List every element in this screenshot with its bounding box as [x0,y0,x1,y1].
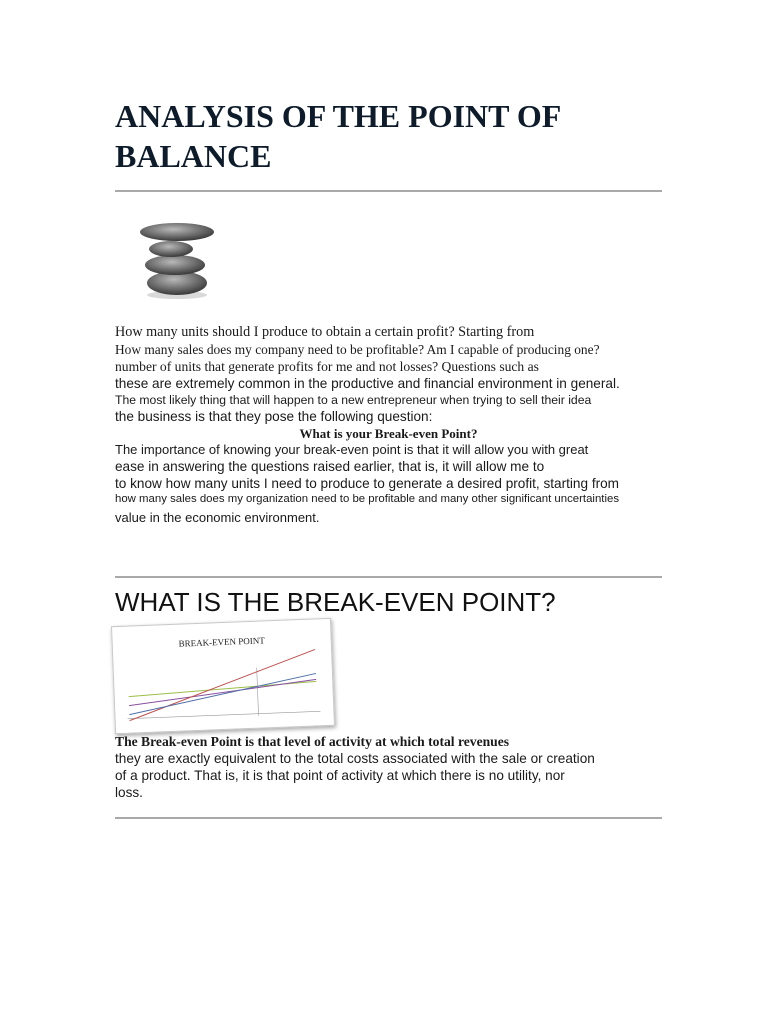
intro-line-6: the business is that they pose the following question: [115,409,433,424]
definition-line-2: they are exactly equivalent to the total costs associated with the sale or creation [115,751,595,766]
break-even-chart-image [111,618,335,734]
intro-line-5: The most likely thing that will happen to a new entrepreneur when trying to sell their idea [115,393,592,407]
divider [115,576,662,578]
intro-line-2: How many sales does my company need to be profitable? Am I capable of producing one? [115,342,600,357]
chart-line-cost [128,679,317,705]
divider [115,190,662,192]
chart-image-label: BREAK-EVEN POINT [178,635,265,649]
chart-lines [112,619,334,733]
stacked-stones-image [135,218,220,300]
page-title: ANALYSIS OF THE POINT OF BALANCE [115,98,561,174]
definition-line-3: of a product. That is, it is that point of activity at which there is no utility, nor [115,768,565,783]
intro-line-8: The importance of knowing your break-even point is that it will allow you with great [115,442,589,457]
intro-line-3: number of units that generate profits for me and not losses? Questions such as [115,359,539,374]
chart-breakeven-marker [257,668,259,716]
intro-line-4: these are extremely common in the productive and financial environment in general. [115,376,620,391]
intro-line-11: how many sales does my organization need to be profitable and many other significant uncertainties [115,493,620,505]
definition-line-4: loss. [115,785,143,800]
intro-line-1: How many units should I produce to obtain a certain profit? Starting from [115,324,535,340]
divider [115,817,662,819]
section-heading: WHAT IS THE BREAK-EVEN POINT? [115,587,556,617]
intro-line-9: ease in answering the questions raised earlier, that is, it will allow me to [115,459,545,474]
intro-line-10: to know how many units I need to produce to generate a desired profit, starting from [115,476,620,491]
definition-line-1: The Break-even Point is that level of activity at which total revenues [115,734,510,749]
chart-x-axis [128,711,321,718]
intro-line-12: value in the economic environment. [115,510,320,525]
chart-line-revenue [127,649,317,720]
question-heading: What is your Break-even Point? [299,426,478,441]
